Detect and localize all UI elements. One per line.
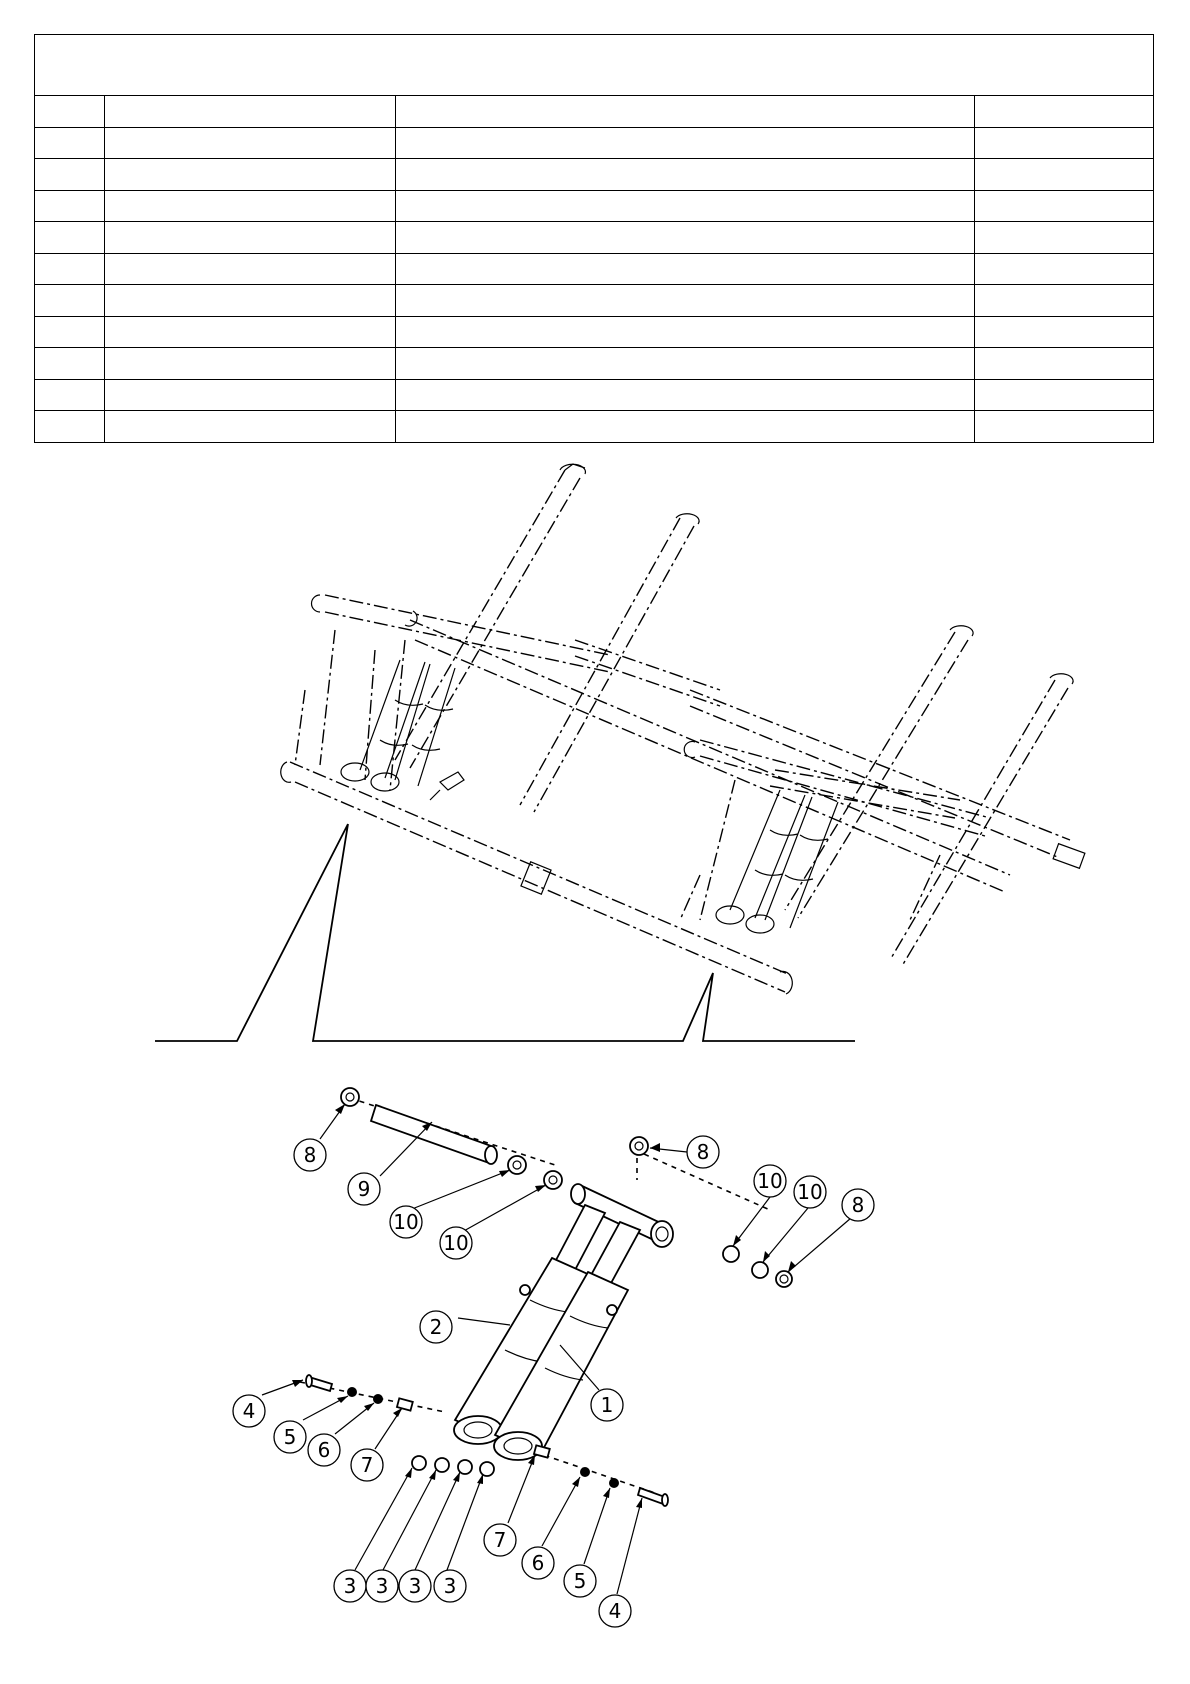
washer-8-mid <box>630 1137 648 1155</box>
balloon-10-d <box>794 1176 826 1208</box>
bushing-10-c <box>723 1246 739 1262</box>
balloon-2 <box>420 1311 452 1343</box>
balloon-8-top-left <box>294 1139 326 1171</box>
svg-text:5: 5 <box>283 1425 297 1449</box>
balloon-3-c <box>399 1570 431 1602</box>
svg-text:8: 8 <box>303 1143 317 1167</box>
balloon-10-c <box>754 1165 786 1197</box>
svg-text:3: 3 <box>408 1574 422 1598</box>
balloon-8-mid <box>687 1136 719 1168</box>
ring-3-d <box>480 1462 494 1476</box>
svg-text:5: 5 <box>573 1569 587 1593</box>
svg-text:7: 7 <box>493 1528 507 1552</box>
balloon-4-right <box>599 1595 631 1627</box>
balloon-3-d <box>434 1570 466 1602</box>
svg-text:6: 6 <box>531 1551 545 1575</box>
svg-text:6: 6 <box>317 1438 331 1462</box>
ring-3-c <box>458 1460 472 1474</box>
balloon-5-left <box>274 1421 306 1453</box>
bushing-10-a <box>508 1156 526 1174</box>
svg-text:9: 9 <box>357 1177 371 1201</box>
balloon-7-right <box>484 1524 516 1556</box>
ring-3-b <box>435 1458 449 1472</box>
ring-3-a <box>412 1456 426 1470</box>
exploded-actuator-view <box>262 1088 851 1594</box>
detail-callout-lines <box>155 824 855 1041</box>
bushing-10-b <box>544 1171 562 1189</box>
spacer-7-left <box>397 1398 413 1410</box>
svg-text:1: 1 <box>600 1393 614 1417</box>
bushing-10-d <box>752 1262 768 1278</box>
svg-text:2: 2 <box>429 1315 443 1339</box>
svg-text:8: 8 <box>851 1193 865 1217</box>
nut-6-right <box>580 1467 590 1477</box>
svg-text:8: 8 <box>696 1140 710 1164</box>
balloon-1 <box>591 1389 623 1421</box>
balloon-3-b <box>366 1570 398 1602</box>
svg-text:10: 10 <box>757 1169 783 1193</box>
svg-text:3: 3 <box>343 1574 357 1598</box>
washer-8-left <box>341 1088 359 1106</box>
balloon-9 <box>348 1173 380 1205</box>
nut-6-left <box>373 1394 383 1404</box>
svg-text:10: 10 <box>393 1210 419 1234</box>
balloon-4-left <box>233 1395 265 1427</box>
balloon-10-a <box>390 1206 422 1238</box>
pin-shaft-9 <box>371 1105 494 1163</box>
balloon-6-left <box>308 1434 340 1466</box>
svg-text:3: 3 <box>375 1574 389 1598</box>
balloon-10-b <box>440 1227 472 1259</box>
washer-8-right <box>776 1271 792 1287</box>
bolt-4-right <box>638 1488 665 1504</box>
svg-text:3: 3 <box>443 1574 457 1598</box>
washer-5-right <box>609 1478 619 1488</box>
svg-text:7: 7 <box>360 1453 374 1477</box>
balloon-6-right <box>522 1547 554 1579</box>
bed-frame-assembly <box>281 464 1085 994</box>
svg-text:4: 4 <box>608 1599 622 1623</box>
svg-text:4: 4 <box>242 1399 256 1423</box>
svg-text:10: 10 <box>797 1180 823 1204</box>
balloon-7-left <box>351 1449 383 1481</box>
balloon-3-a <box>334 1570 366 1602</box>
balloon-5-right <box>564 1565 596 1597</box>
svg-text:10: 10 <box>443 1231 469 1255</box>
washer-5-left <box>347 1387 357 1397</box>
balloon-8-right <box>842 1189 874 1221</box>
